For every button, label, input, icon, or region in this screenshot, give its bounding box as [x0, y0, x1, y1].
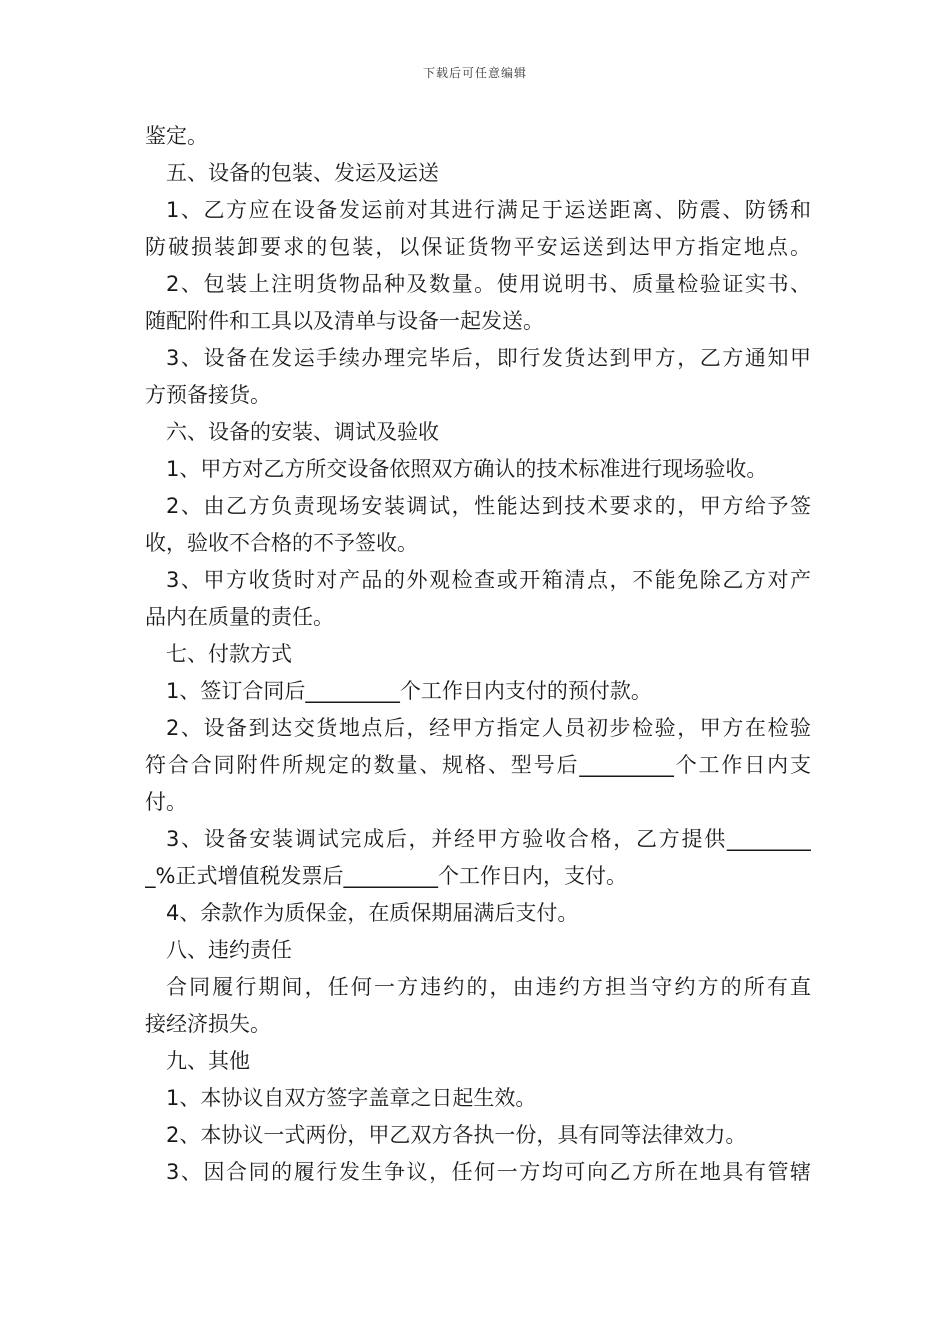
paragraph-line: 3、设备在发运手续办理完毕后，即行发货达到甲方，乙方通知甲: [166, 346, 811, 370]
paragraph-line: 合同履行期间，任何一方违约的，由违约方担当守约方的所有直: [166, 975, 811, 999]
paragraph-line: 收，验收不合格的不予签收。: [145, 531, 418, 555]
paragraph-line: 品内在质量的责任。: [145, 605, 334, 629]
paragraph-line: 符合合同附件所规定的数量、规格、型号后_________个工作日内支: [145, 753, 811, 777]
section-heading: 七、付款方式: [166, 642, 292, 666]
section-heading: 六、设备的安装、调试及验收: [166, 420, 439, 444]
paragraph-line: 1、签订合同后_________个工作日内支付的预付款。: [166, 679, 652, 703]
paragraph-line: 鉴定。: [145, 124, 208, 148]
section-heading: 八、违约责任: [166, 938, 292, 962]
paragraph-line: 付。: [145, 790, 187, 814]
paragraph-line: 防破损装卸要求的包装，以保证货物平安运送到达甲方指定地点。: [145, 235, 811, 259]
paragraph-line: 3、设备安装调试完成后，并经甲方验收合格，乙方提供________: [166, 827, 811, 851]
paragraph-line: 1、甲方对乙方所交设备依照双方确认的技术标准进行现场验收。: [166, 457, 768, 481]
document-body: [145, 118, 811, 1191]
paragraph-line: 3、甲方收货时对产品的外观检查或开箱清点，不能免除乙方对产: [166, 568, 811, 592]
paragraph-line: 2、由乙方负责现场安装调试，性能达到技术要求的，甲方给予签: [166, 494, 811, 518]
paragraph-line: 接经济损失。: [145, 1012, 271, 1036]
paragraph-line: 2、设备到达交货地点后，经甲方指定人员初步检验，甲方在检验: [166, 716, 811, 740]
page-header: 下载后可任意编辑: [422, 66, 527, 80]
paragraph-line: 1、乙方应在设备发运前对其进行满足于运送距离、防震、防锈和: [166, 198, 811, 222]
paragraph-line: 3、因合同的履行发生争议，任何一方均可向乙方所在地具有管辖: [166, 1160, 811, 1184]
paragraph-line: _%正式增值税发票后_________个工作日内，支付。: [145, 864, 627, 888]
section-heading: 九、其他: [166, 1049, 250, 1073]
paragraph-line: 2、包装上注明货物品种及数量。使用说明书、质量检验证实书、: [166, 272, 811, 296]
section-heading: 五、设备的包装、发运及运送: [166, 161, 439, 185]
paragraph-line: 4、余款作为质保金，在质保期届满后支付。: [166, 901, 579, 925]
paragraph-line: 方预备接货。: [145, 383, 271, 407]
paragraph-line: 1、本协议自双方签字盖章之日起生效。: [166, 1086, 537, 1110]
paragraph-line: 2、本协议一式两份，甲乙双方各执一份，具有同等法律效力。: [166, 1123, 747, 1147]
paragraph-line: 随配附件和工具以及清单与设备一起发送。: [145, 309, 544, 333]
